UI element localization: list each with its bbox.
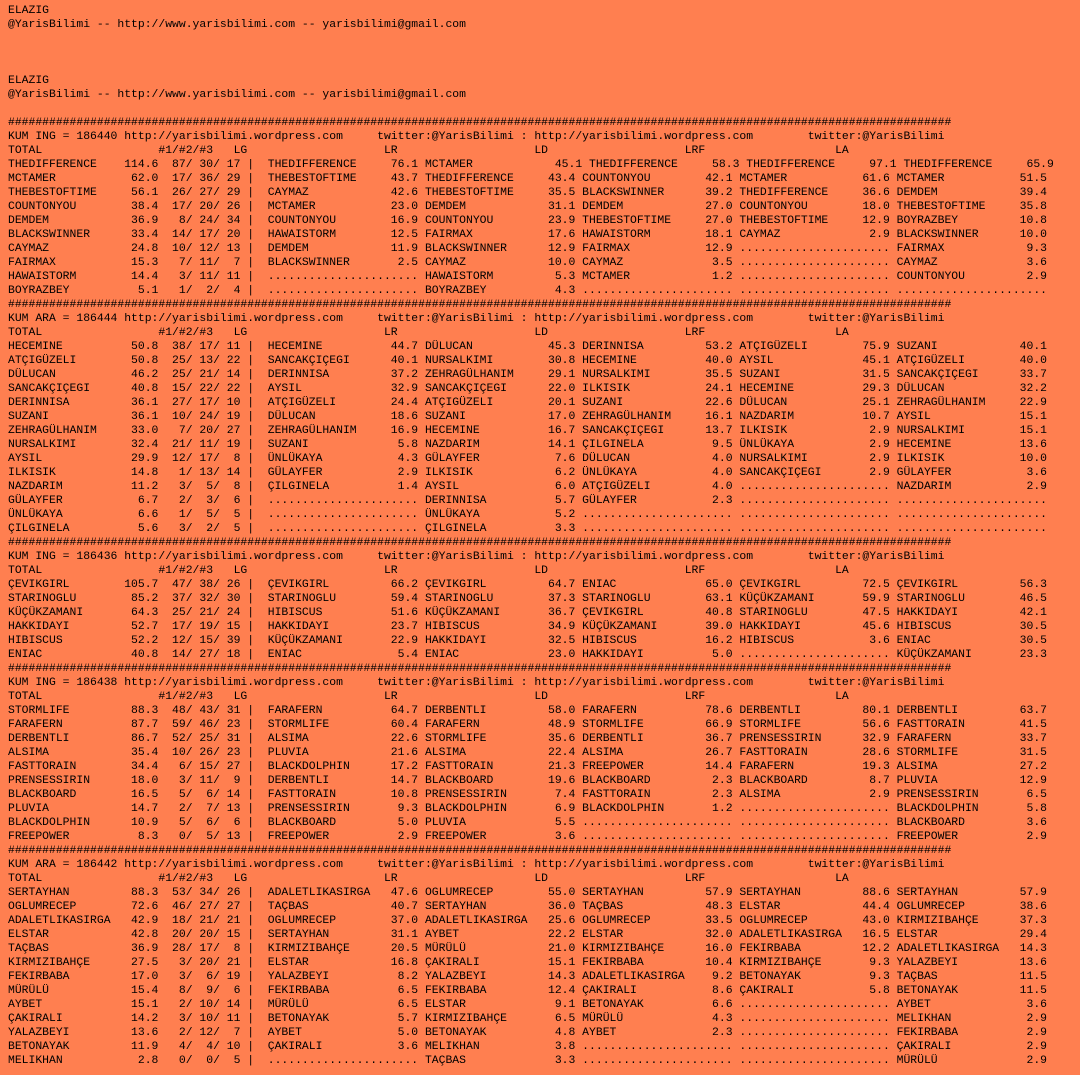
table-row: MELIKHAN 2.8 0/ 0/ 5 | ...................... TAÇBAS 3.3 ...................... ...................... MÜRÜLÜ 2.9 <box>8 1055 1047 1067</box>
table-row: BLACKBOARD 16.5 5/ 6/ 14 | FASTTORAIN 10.8 PRENSESSIRIN 7.4 FASTTORAIN 2.3 ALSIMA 2.9 PRENSESSIRIN 6.5 <box>8 789 1047 801</box>
text-line: ELAZIG <box>8 75 50 87</box>
table-row: KÜÇÜKZAMANI 64.3 25/ 21/ 24 | HIBISCUS 51.6 KÜÇÜKZAMANI 36.7 ÇEVIKGIRL 40.8 STARINOGLU 47.5 HAKKIDAYI 42.1 <box>8 607 1047 619</box>
table-row: STARINOGLU 85.2 37/ 32/ 30 | STARINOGLU 59.4 STARINOGLU 37.3 STARINOGLU 63.1 KÜÇÜKZAMANI 59.9 STARINOGLU 46.5 <box>8 593 1047 605</box>
blank-line <box>8 32 1080 46</box>
separator-line: ########################################################################################################################################## <box>8 663 952 675</box>
text-line: @YarisBilimi -- http://www.yarisbilimi.com -- yarisbilimi@gmail.com <box>8 89 466 101</box>
table-row: YALAZBEYI 13.6 2/ 12/ 7 | AYBET 5.0 BETONAYAK 4.8 AYBET 2.3 ...................... FEKIRBABA 2.9 <box>8 1027 1047 1039</box>
table-row: DERINNISA 36.1 27/ 17/ 10 | ATÇIGÜZELI 24.4 ATÇIGÜZELI 20.1 SUZANI 22.6 DÜLUCAN 25.1 ZEHRAGÜLHANIM 22.9 <box>8 397 1047 409</box>
table-row: THEBESTOFTIME 56.1 26/ 27/ 29 | CAYMAZ 42.6 THEBESTOFTIME 35.5 BLACKSWINNER 39.2 THEDIFFERENCE 36.6 DEMDEM 39.4 <box>8 187 1047 199</box>
table-row: ÜNLÜKAYA 6.6 1/ 5/ 5 | ...................... ÜNLÜKAYA 5.2 ...................... ...................... ...................... <box>8 509 1047 521</box>
column-header-line: TOTAL #1/#2/#3 LG LR LD LRF LA <box>8 873 849 885</box>
table-row: BLACKSWINNER 33.4 14/ 17/ 20 | HAWAISTORM 12.5 FAIRMAX 17.6 HAWAISTORM 18.1 CAYMAZ 2.9 BLACKSWINNER 10.0 <box>8 229 1047 241</box>
table-row: ELSTAR 42.8 20/ 20/ 15 | SERTAYHAN 31.1 AYBET 22.2 ELSTAR 32.0 ADALETLIKASIRGA 16.5 ELSTAR 29.4 <box>8 929 1047 941</box>
table-row: ÇEVIKGIRL 105.7 47/ 38/ 26 | ÇEVIKGIRL 66.2 ÇEVIKGIRL 64.7 ENIAC 65.0 ÇEVIKGIRL 72.5 ÇEVIKGIRL 56.3 <box>8 579 1047 591</box>
table-row: ENIAC 40.8 14/ 27/ 18 | ENIAC 5.4 ENIAC 23.0 HAKKIDAYI 5.0 ...................... KÜÇÜKZAMANI 23.3 <box>8 649 1047 661</box>
table-row: COUNTONYOU 38.4 17/ 20/ 26 | MCTAMER 23.0 DEMDEM 31.1 DEMDEM 27.0 COUNTONYOU 18.0 THEBESTOFTIME 35.8 <box>8 201 1047 213</box>
column-header-line: TOTAL #1/#2/#3 LG LR LD LRF LA <box>8 565 849 577</box>
table-row: STORMLIFE 88.3 48/ 43/ 31 | FARAFERN 64.7 DERBENTLI 58.0 FARAFERN 78.6 DERBENTLI 80.1 DERBENTLI 63.7 <box>8 705 1047 717</box>
table-row: HAWAISTORM 14.4 3/ 11/ 11 | ...................... HAWAISTORM 5.3 MCTAMER 1.2 ...................... COUNTONYOU 2.9 <box>8 271 1047 283</box>
table-row: ILKISIK 14.8 1/ 13/ 14 | GÜLAYFER 2.9 ILKISIK 6.2 ÜNLÜKAYA 4.0 SANCAKÇIÇEGI 2.9 GÜLAYFER 3.6 <box>8 467 1047 479</box>
blank-line <box>8 60 1080 74</box>
table-row: ADALETLIKASIRGA 42.9 18/ 21/ 21 | OGLUMRECEP 37.0 ADALETLIKASIRGA 25.6 OGLUMRECEP 33.5 OGLUMRECEP 43.0 KIRMIZIBAHÇE 37.3 <box>8 915 1047 927</box>
table-row: MÜRÜLÜ 15.4 8/ 9/ 6 | FEKIRBABA 6.5 FEKIRBABA 12.4 ÇAKIRALI 8.6 ÇAKIRALI 5.8 BETONAYAK 11.5 <box>8 985 1047 997</box>
table-row: ALSIMA 35.4 10/ 26/ 23 | PLUVIA 21.6 ALSIMA 22.4 ALSIMA 26.7 FASTTORAIN 28.6 STORMLIFE 31.5 <box>8 747 1047 759</box>
table-row: NAZDARIM 11.2 3/ 5/ 8 | ÇILGINELA 1.4 AYSIL 6.0 ATÇIGÜZELI 4.0 ...................... NAZDARIM 2.9 <box>8 481 1047 493</box>
table-row: FREEPOWER 8.3 0/ 5/ 13 | FREEPOWER 2.9 FREEPOWER 3.6 ...................... ...................... FREEPOWER 2.9 <box>8 831 1047 843</box>
table-row: PLUVIA 14.7 2/ 7/ 13 | PRENSESSIRIN 9.3 BLACKDOLPHIN 6.9 BLACKDOLPHIN 1.2 ...................... BLACKDOLPHIN 5.8 <box>8 803 1047 815</box>
separator-line: ########################################################################################################################################## <box>8 299 952 311</box>
table-row: THEDIFFERENCE 114.6 87/ 30/ 17 | THEDIFFERENCE 76.1 MCTAMER 45.1 THEDIFFERENCE 58.3 THEDIFFERENCE 97.1 THEDIFFERENCE 65.9 <box>8 159 1054 171</box>
table-row: FAIRMAX 15.3 7/ 11/ 7 | BLACKSWINNER 2.5 CAYMAZ 10.0 CAYMAZ 3.5 ...................... CAYMAZ 3.6 <box>8 257 1047 269</box>
table-row: AYBET 15.1 2/ 10/ 14 | MÜRÜLÜ 6.5 ELSTAR 9.1 BETONAYAK 6.6 ...................... AYBET 3.6 <box>8 999 1047 1011</box>
table-row: FEKIRBABA 17.0 3/ 6/ 19 | YALAZBEYI 8.2 YALAZBEYI 14.3 ADALETLIKASIRGA 9.2 BETONAYAK 9.3 TAÇBAS 11.5 <box>8 971 1047 983</box>
text-line: @YarisBilimi -- http://www.yarisbilimi.com -- yarisbilimi@gmail.com <box>8 19 466 31</box>
table-row: BLACKDOLPHIN 10.9 5/ 6/ 6 | BLACKBOARD 5.0 PLUVIA 5.5 ...................... ...................... BLACKBOARD 3.6 <box>8 817 1047 829</box>
separator-line: ########################################################################################################################################## <box>8 537 952 549</box>
table-row: DEMDEM 36.9 8/ 24/ 34 | COUNTONYOU 16.9 COUNTONYOU 23.9 THEBESTOFTIME 27.0 THEBESTOFTIME 12.9 BOYRAZBEY 10.8 <box>8 215 1047 227</box>
table-row: AYSIL 29.9 12/ 17/ 8 | ÜNLÜKAYA 4.3 GÜLAYFER 7.6 DÜLUCAN 4.0 NURSALKIMI 2.9 ILKISIK 10.0 <box>8 453 1047 465</box>
column-header-line: TOTAL #1/#2/#3 LG LR LD LRF LA <box>8 691 849 703</box>
table-row: FARAFERN 87.7 59/ 46/ 23 | STORMLIFE 60.4 FARAFERN 48.9 STORMLIFE 66.9 STORMLIFE 56.6 FASTTORAIN 41.5 <box>8 719 1047 731</box>
table-row: HECEMINE 50.8 38/ 17/ 11 | HECEMINE 44.7 DÜLUCAN 45.3 DERINNISA 53.2 ATÇIGÜZELI 75.9 SUZANI 40.1 <box>8 341 1047 353</box>
table-row: MCTAMER 62.0 17/ 36/ 29 | THEBESTOFTIME 43.7 THEDIFFERENCE 43.4 COUNTONYOU 42.1 MCTAMER 61.6 MCTAMER 51.5 <box>8 173 1047 185</box>
table-row: GÜLAYFER 6.7 2/ 3/ 6 | ...................... DERINNISA 5.7 GÜLAYFER 2.3 ...................... ...................... <box>8 495 1047 507</box>
text-line: ELAZIG <box>8 5 50 17</box>
race-header-line: KUM ING = 186440 http://yarisbilimi.wordpress.com twitter:@YarisBilimi : http://yarisbilimi.wordpress.com twitter:@YarisBilimi <box>8 131 945 143</box>
column-header-line: TOTAL #1/#2/#3 LG LR LD LRF LA <box>8 145 849 157</box>
race-header-line: KUM ING = 186436 http://yarisbilimi.wordpress.com twitter:@YarisBilimi : http://yarisbilimi.wordpress.com twitter:@YarisBilimi <box>8 551 945 563</box>
table-row: ÇAKIRALI 14.2 3/ 10/ 11 | BETONAYAK 5.7 KIRMIZIBAHÇE 6.5 MÜRÜLÜ 4.3 ...................... MELIKHAN 2.9 <box>8 1013 1047 1025</box>
table-row: FASTTORAIN 34.4 6/ 15/ 27 | BLACKDOLPHIN 17.2 FASTTORAIN 21.3 FREEPOWER 14.4 FARAFERN 19.3 ALSIMA 27.2 <box>8 761 1047 773</box>
table-row: SANCAKÇIÇEGI 40.8 15/ 22/ 22 | AYSIL 32.9 SANCAKÇIÇEGI 22.0 ILKISIK 24.1 HECEMINE 29.3 DÜLUCAN 32.2 <box>8 383 1047 395</box>
table-row: ATÇIGÜZELI 50.8 25/ 13/ 22 | SANCAKÇIÇEGI 40.1 NURSALKIMI 30.8 HECEMINE 40.0 AYSIL 45.1 ATÇIGÜZELI 40.0 <box>8 355 1047 367</box>
race-header-line: KUM ING = 186438 http://yarisbilimi.wordpress.com twitter:@YarisBilimi : http://yarisbilimi.wordpress.com twitter:@YarisBilimi <box>8 677 945 689</box>
table-row: ZEHRAGÜLHANIM 33.0 7/ 20/ 27 | ZEHRAGÜLHANIM 16.9 HECEMINE 16.7 SANCAKÇIÇEGI 13.7 ILKISIK 2.9 NURSALKIMI 15.1 <box>8 425 1047 437</box>
table-row: HAKKIDAYI 52.7 17/ 19/ 15 | HAKKIDAYI 23.7 HIBISCUS 34.9 KÜÇÜKZAMANI 39.0 HAKKIDAYI 45.6 HIBISCUS 30.5 <box>8 621 1047 633</box>
table-row: OGLUMRECEP 72.6 46/ 27/ 27 | TAÇBAS 40.7 SERTAYHAN 36.0 TAÇBAS 48.3 ELSTAR 44.4 OGLUMRECEP 38.6 <box>8 901 1047 913</box>
blank-line <box>8 102 1080 116</box>
table-row: DERBENTLI 86.7 52/ 25/ 31 | ALSIMA 22.6 STORMLIFE 35.6 DERBENTLI 36.7 PRENSESSIRIN 32.9 FARAFERN 33.7 <box>8 733 1047 745</box>
column-header-line: TOTAL #1/#2/#3 LG LR LD LRF LA <box>8 327 849 339</box>
table-row: BETONAYAK 11.9 4/ 4/ 10 | ÇAKIRALI 3.6 MELIKHAN 3.8 ...................... ...................... ÇAKIRALI 2.9 <box>8 1041 1047 1053</box>
table-row: SERTAYHAN 88.3 53/ 34/ 26 | ADALETLIKASIRGA 47.6 OGLUMRECEP 55.0 SERTAYHAN 57.9 SERTAYHAN 88.6 SERTAYHAN 57.9 <box>8 887 1047 899</box>
race-header-line: KUM ARA = 186442 http://yarisbilimi.wordpress.com twitter:@YarisBilimi : http://yarisbilimi.wordpress.com twitter:@YarisBilimi <box>8 859 945 871</box>
table-row: PRENSESSIRIN 18.0 3/ 11/ 9 | DERBENTLI 14.7 BLACKBOARD 19.6 BLACKBOARD 2.3 BLACKBOARD 8.7 PLUVIA 12.9 <box>8 775 1047 787</box>
race-header-line: KUM ARA = 186444 http://yarisbilimi.wordpress.com twitter:@YarisBilimi : http://yarisbilimi.wordpress.com twitter:@YarisBilimi <box>8 313 945 325</box>
separator-line: ########################################################################################################################################## <box>8 845 952 857</box>
table-row: NURSALKIMI 32.4 21/ 11/ 19 | SUZANI 5.8 NAZDARIM 14.1 ÇILGINELA 9.5 ÜNLÜKAYA 2.9 HECEMINE 13.6 <box>8 439 1047 451</box>
table-row: SUZANI 36.1 10/ 24/ 19 | DÜLUCAN 18.6 SUZANI 17.0 ZEHRAGÜLHANIM 16.1 NAZDARIM 10.7 AYSIL 15.1 <box>8 411 1047 423</box>
table-row: ÇILGINELA 5.6 3/ 2/ 5 | ...................... ÇILGINELA 3.3 ...................... ...................... ...................... <box>8 523 1047 535</box>
blank-line <box>8 46 1080 60</box>
table-row: TAÇBAS 36.9 28/ 17/ 8 | KIRMIZIBAHÇE 20.5 MÜRÜLÜ 21.0 KIRMIZIBAHÇE 16.0 FEKIRBABA 12.2 ADALETLIKASIRGA 14.3 <box>8 943 1047 955</box>
table-row: HIBISCUS 52.2 12/ 15/ 39 | KÜÇÜKZAMANI 22.9 HAKKIDAYI 32.5 HIBISCUS 16.2 HIBISCUS 3.6 ENIAC 30.5 <box>8 635 1047 647</box>
table-row: DÜLUCAN 46.2 25/ 21/ 14 | DERINNISA 37.2 ZEHRAGÜLHANIM 29.1 NURSALKIMI 35.5 SUZANI 31.5 SANCAKÇIÇEGI 33.7 <box>8 369 1047 381</box>
separator-line: ########################################################################################################################################## <box>8 117 952 129</box>
table-row: KIRMIZIBAHÇE 27.5 3/ 20/ 21 | ELSTAR 16.8 ÇAKIRALI 15.1 FEKIRBABA 10.4 KIRMIZIBAHÇE 9.3 YALAZBEYI 13.6 <box>8 957 1047 969</box>
table-row: CAYMAZ 24.8 10/ 12/ 13 | DEMDEM 11.9 BLACKSWINNER 12.9 FAIRMAX 12.9 ...................... FAIRMAX 9.3 <box>8 243 1047 255</box>
table-row: BOYRAZBEY 5.1 1/ 2/ 4 | ...................... BOYRAZBEY 4.3 ...................... ...................... ...................... <box>8 285 1047 297</box>
